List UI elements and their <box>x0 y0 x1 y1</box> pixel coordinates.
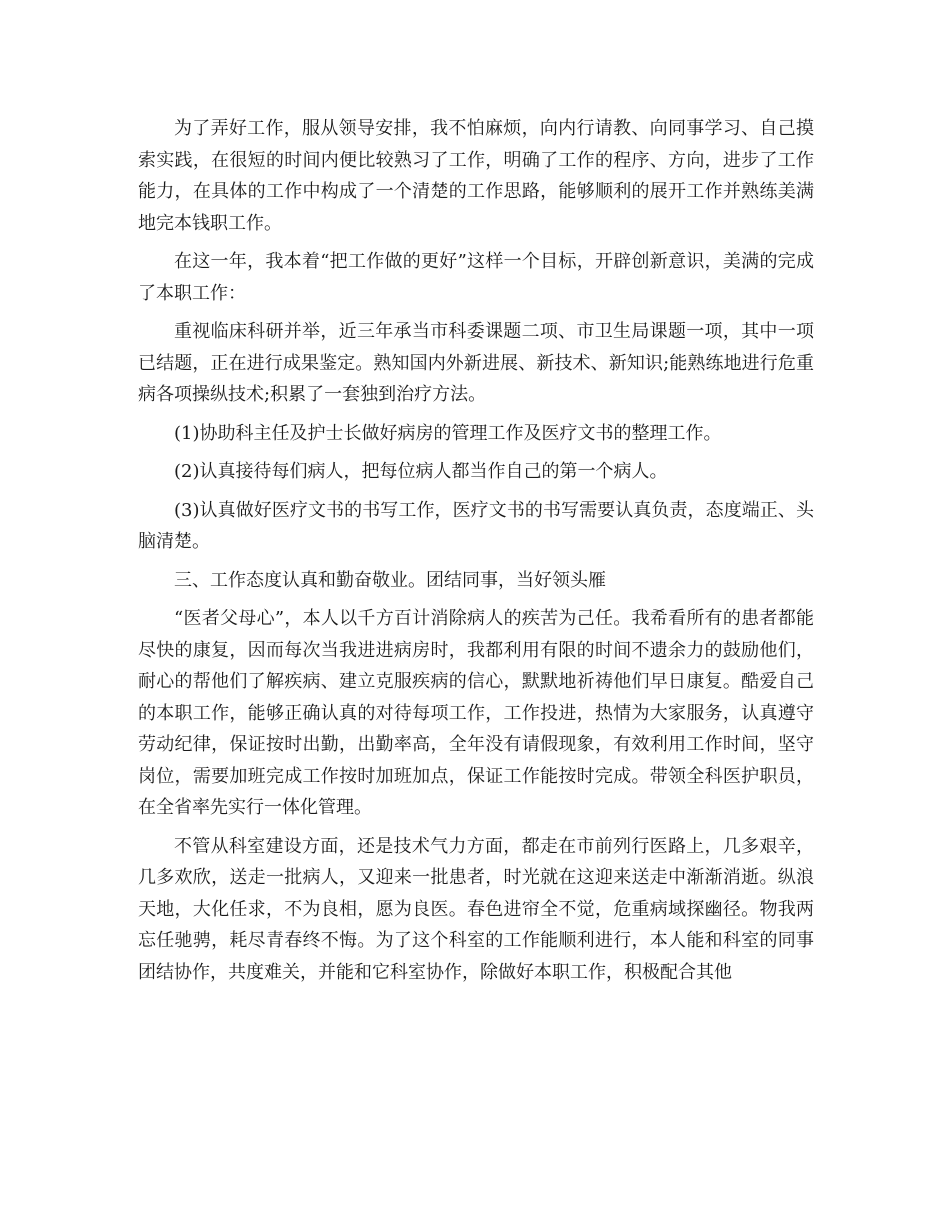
section-heading: 三、工作态度认真和勤奋敬业。团结同事，当好领头雁 <box>174 569 606 591</box>
paragraph-1: 为了弄好工作，服从领导安排，我不怕麻烦，向内行请教、向同事学习、自己摸索实践，在很短的时间内便比较熟习了工作，明确了工作的程序、方向，进步了工作能力，在具体的工作中构成了一个清楚的工作思路，能够顺利的展开工作并熟练美满地完本钱职工作。 <box>138 118 814 234</box>
document-body <box>138 113 814 995</box>
paragraph-4: (1)协助科主任及护士长做好病房的管理工作及医疗文书的整理工作。 <box>174 422 722 444</box>
paragraph-6: (3)认真做好医疗文书的书写工作，医疗文书的书写需要认真负责，态度端正、头脑清楚。 <box>138 499 814 552</box>
paragraph-5: (2)认真接待每们病人，把每位病人都当作自己的第一个病人。 <box>174 461 668 482</box>
paragraph-8: “医者父母心”，本人以千方百计消除病人的疾苦为己任。我希看所有的患者都能尽快的康复，因而每次当我进进病房时，我都利用有限的时间不遗余力的鼓励他们，耐心的帮他们了解疾病、建立克服疾病的信心，默默地祈祷他们早日康复。酷爱自己的本职工作，能够正确认真的对待每项工作，工作投进，热情为大家服务，认真遵守劳动纪律，保证按时出勤，出勤率高，全年没有请假现象，有效利用工作时间，坚守岗位，需要加班完成工作按时加班加点，保证工作能按时完成。带领全科医护职员，在全省率先实行一体化管理。 <box>138 608 814 818</box>
paragraph-3: 重视临床科研并举，近三年承当市科委课题二项、市卫生局课题一项，其中一项已结题，正在进行成果鉴定。熟知国内外新进展、新技术、新知识;能熟练地进行危重病各项操纵技术;积累了一套独到治疗方法。 <box>138 321 814 405</box>
paragraph-2: 在这一年，我本着“把工作做的更好”这样一个目标，开辟创新意识，美满的完成了本职工作： <box>138 251 814 304</box>
paragraph-9: 不管从科室建设方面，还是技术气力方面，都走在市前列行医路上，几多艰辛，几多欢欣，送走一批病人，又迎来一批患者，时光就在这迎来送走中渐渐消逝。纵浪天地，大化任求，不为良相，愿为良医。春色进帘全不觉，危重病域探幽径。物我两忘任驰骋，耗尽青春终不悔。为了这个科室的工作能顺利进行，本人能和科室的同事团结协作，共度难关，并能和它科室协作，除做好本职工作，积极配合其他 <box>138 835 814 983</box>
